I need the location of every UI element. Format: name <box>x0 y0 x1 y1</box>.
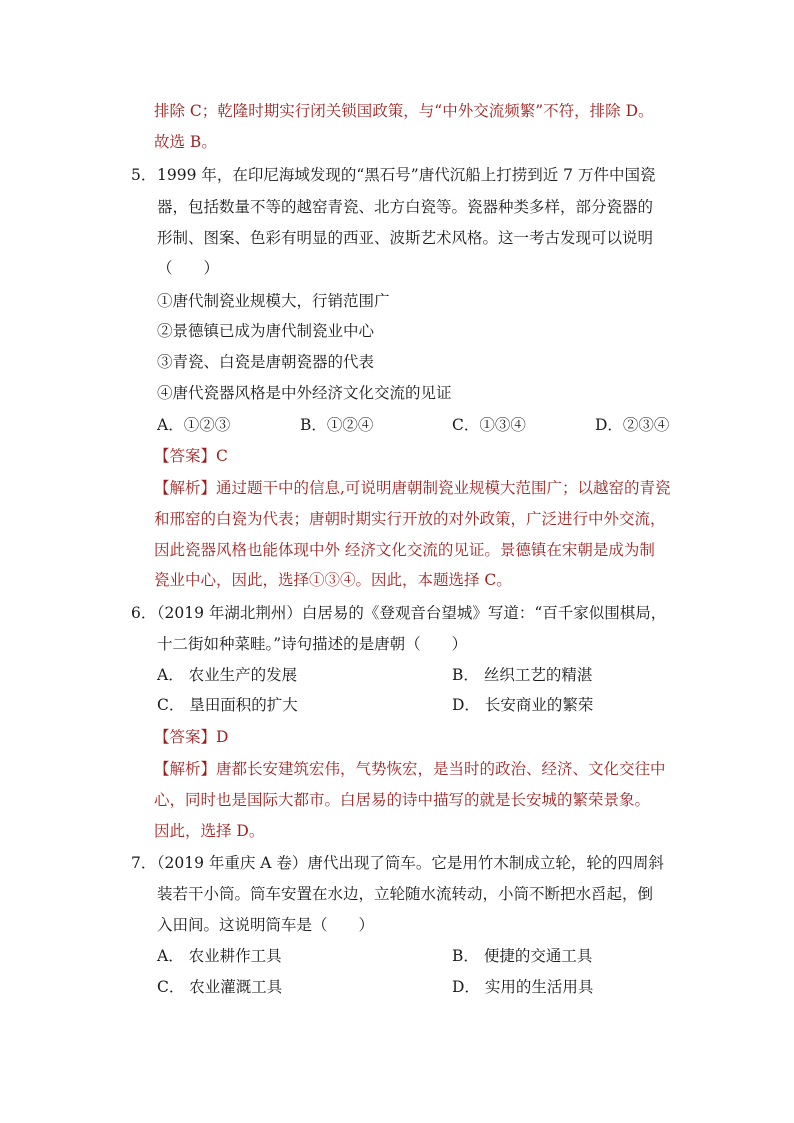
answer-tag: 【答案】 <box>154 447 217 465</box>
previous-analysis-line: 排除 C；乾隆时期实行闭关锁国政策，与“中外交流频繁”不符，排除 D。 <box>154 102 654 120</box>
option-a: A．①②③ <box>157 416 231 434</box>
option-b: B．①②④ <box>300 416 374 434</box>
statement-item: ②景德镇已成为唐代制瓷业中心 <box>157 322 375 340</box>
option-c: C． 农业灌溉工具 <box>157 978 283 996</box>
analysis-tag: 【解析】 <box>154 760 217 778</box>
answer-line <box>154 445 228 467</box>
previous-analysis-conclusion: 故选 B。 <box>154 133 217 151</box>
statement-item: ①唐代制瓷业规模大，行销范围广 <box>157 292 390 310</box>
answer-tag: 【答案】 <box>154 728 217 746</box>
question-stem-line: 形制、图案、色彩有明显的西亚、波斯艺术风格。这一考古发现可以说明 <box>157 229 654 247</box>
option-c: C．①③④ <box>452 416 526 434</box>
analysis-text: 通过题干中的信息,可说明唐朝制瓷业规模大范围广；以越窑的青瓷 <box>216 479 671 497</box>
analysis-tag: 【解析】 <box>154 479 217 497</box>
question-number: 5． <box>131 166 157 184</box>
analysis-text: 因此瓷器风格也能体现中外 经济文化交流的见证。景德镇在宋朝是成为制 <box>154 541 655 559</box>
question-stem-line: 1999 年，在印尼海域发现的“黑石号”唐代沉船上打捞到近 7 万件中国瓷 <box>157 166 656 184</box>
question-stem-line: 十二街如种菜畦。”诗句描述的是唐朝（ ） <box>157 635 468 653</box>
statement-item: ③青瓷、白瓷是唐朝瓷器的代表 <box>157 353 375 371</box>
question-stem-line: 器，包括数量不等的越窑青瓷、北方白瓷等。瓷器种类多样，部分瓷器的 <box>157 198 654 216</box>
analysis-text: 瓷业中心，因此，选择①③④。因此，本题选择 C。 <box>154 571 512 589</box>
answer-value: C <box>216 447 228 465</box>
option-c: C． 垦田面积的扩大 <box>157 696 298 714</box>
option-d: D．②③④ <box>595 416 670 434</box>
question-stem-line: 装若干小筒。筒车安置在水边，立轮随水流转动，小筒不断把水舀起，倒 <box>157 885 654 903</box>
question-number: 6． <box>131 604 157 622</box>
statement-item: ④唐代瓷器风格是中外经济文化交流的见证 <box>157 384 452 402</box>
option-b: B． 便捷的交通工具 <box>452 947 593 965</box>
option-b: B． 丝织工艺的精湛 <box>452 666 593 684</box>
question-stem-line: 入田间。这说明筒车是（ ） <box>157 916 375 934</box>
analysis-text: 因此，选择 D。 <box>154 822 265 840</box>
analysis-text: 和邢窑的白瓷为代表；唐朝时期实行开放的对外政策，广泛进行中外交流， <box>154 510 666 528</box>
analysis-text: 心，同时也是国际大都市。白居易的诗中描写的就是长安城的繁荣景象。 <box>154 791 651 809</box>
question-stem-line: （2019 年湖北荆州）白居易的《登观音台望城》写道：“百千家似围棋局， <box>149 604 667 622</box>
question-blank: （ ） <box>157 259 220 277</box>
analysis-line <box>154 758 666 780</box>
option-d: D． 长安商业的繁荣 <box>452 696 594 714</box>
answer-line <box>154 726 228 748</box>
answer-value: D <box>216 728 229 746</box>
question-number: 7． <box>131 854 157 872</box>
analysis-line <box>154 477 670 499</box>
option-a: A． 农业耕作工具 <box>157 947 282 965</box>
question-stem-line: （2019 年重庆 A 卷）唐代出现了筒车。它是用竹木制成立轮，轮的四周斜 <box>149 854 664 872</box>
option-d: D． 实用的生活用具 <box>452 978 594 996</box>
analysis-text: 唐都长安建筑宏伟，气势恢宏，是当时的政治、经济、文化交往中 <box>216 760 666 778</box>
option-a: A． 农业生产的发展 <box>157 666 298 684</box>
